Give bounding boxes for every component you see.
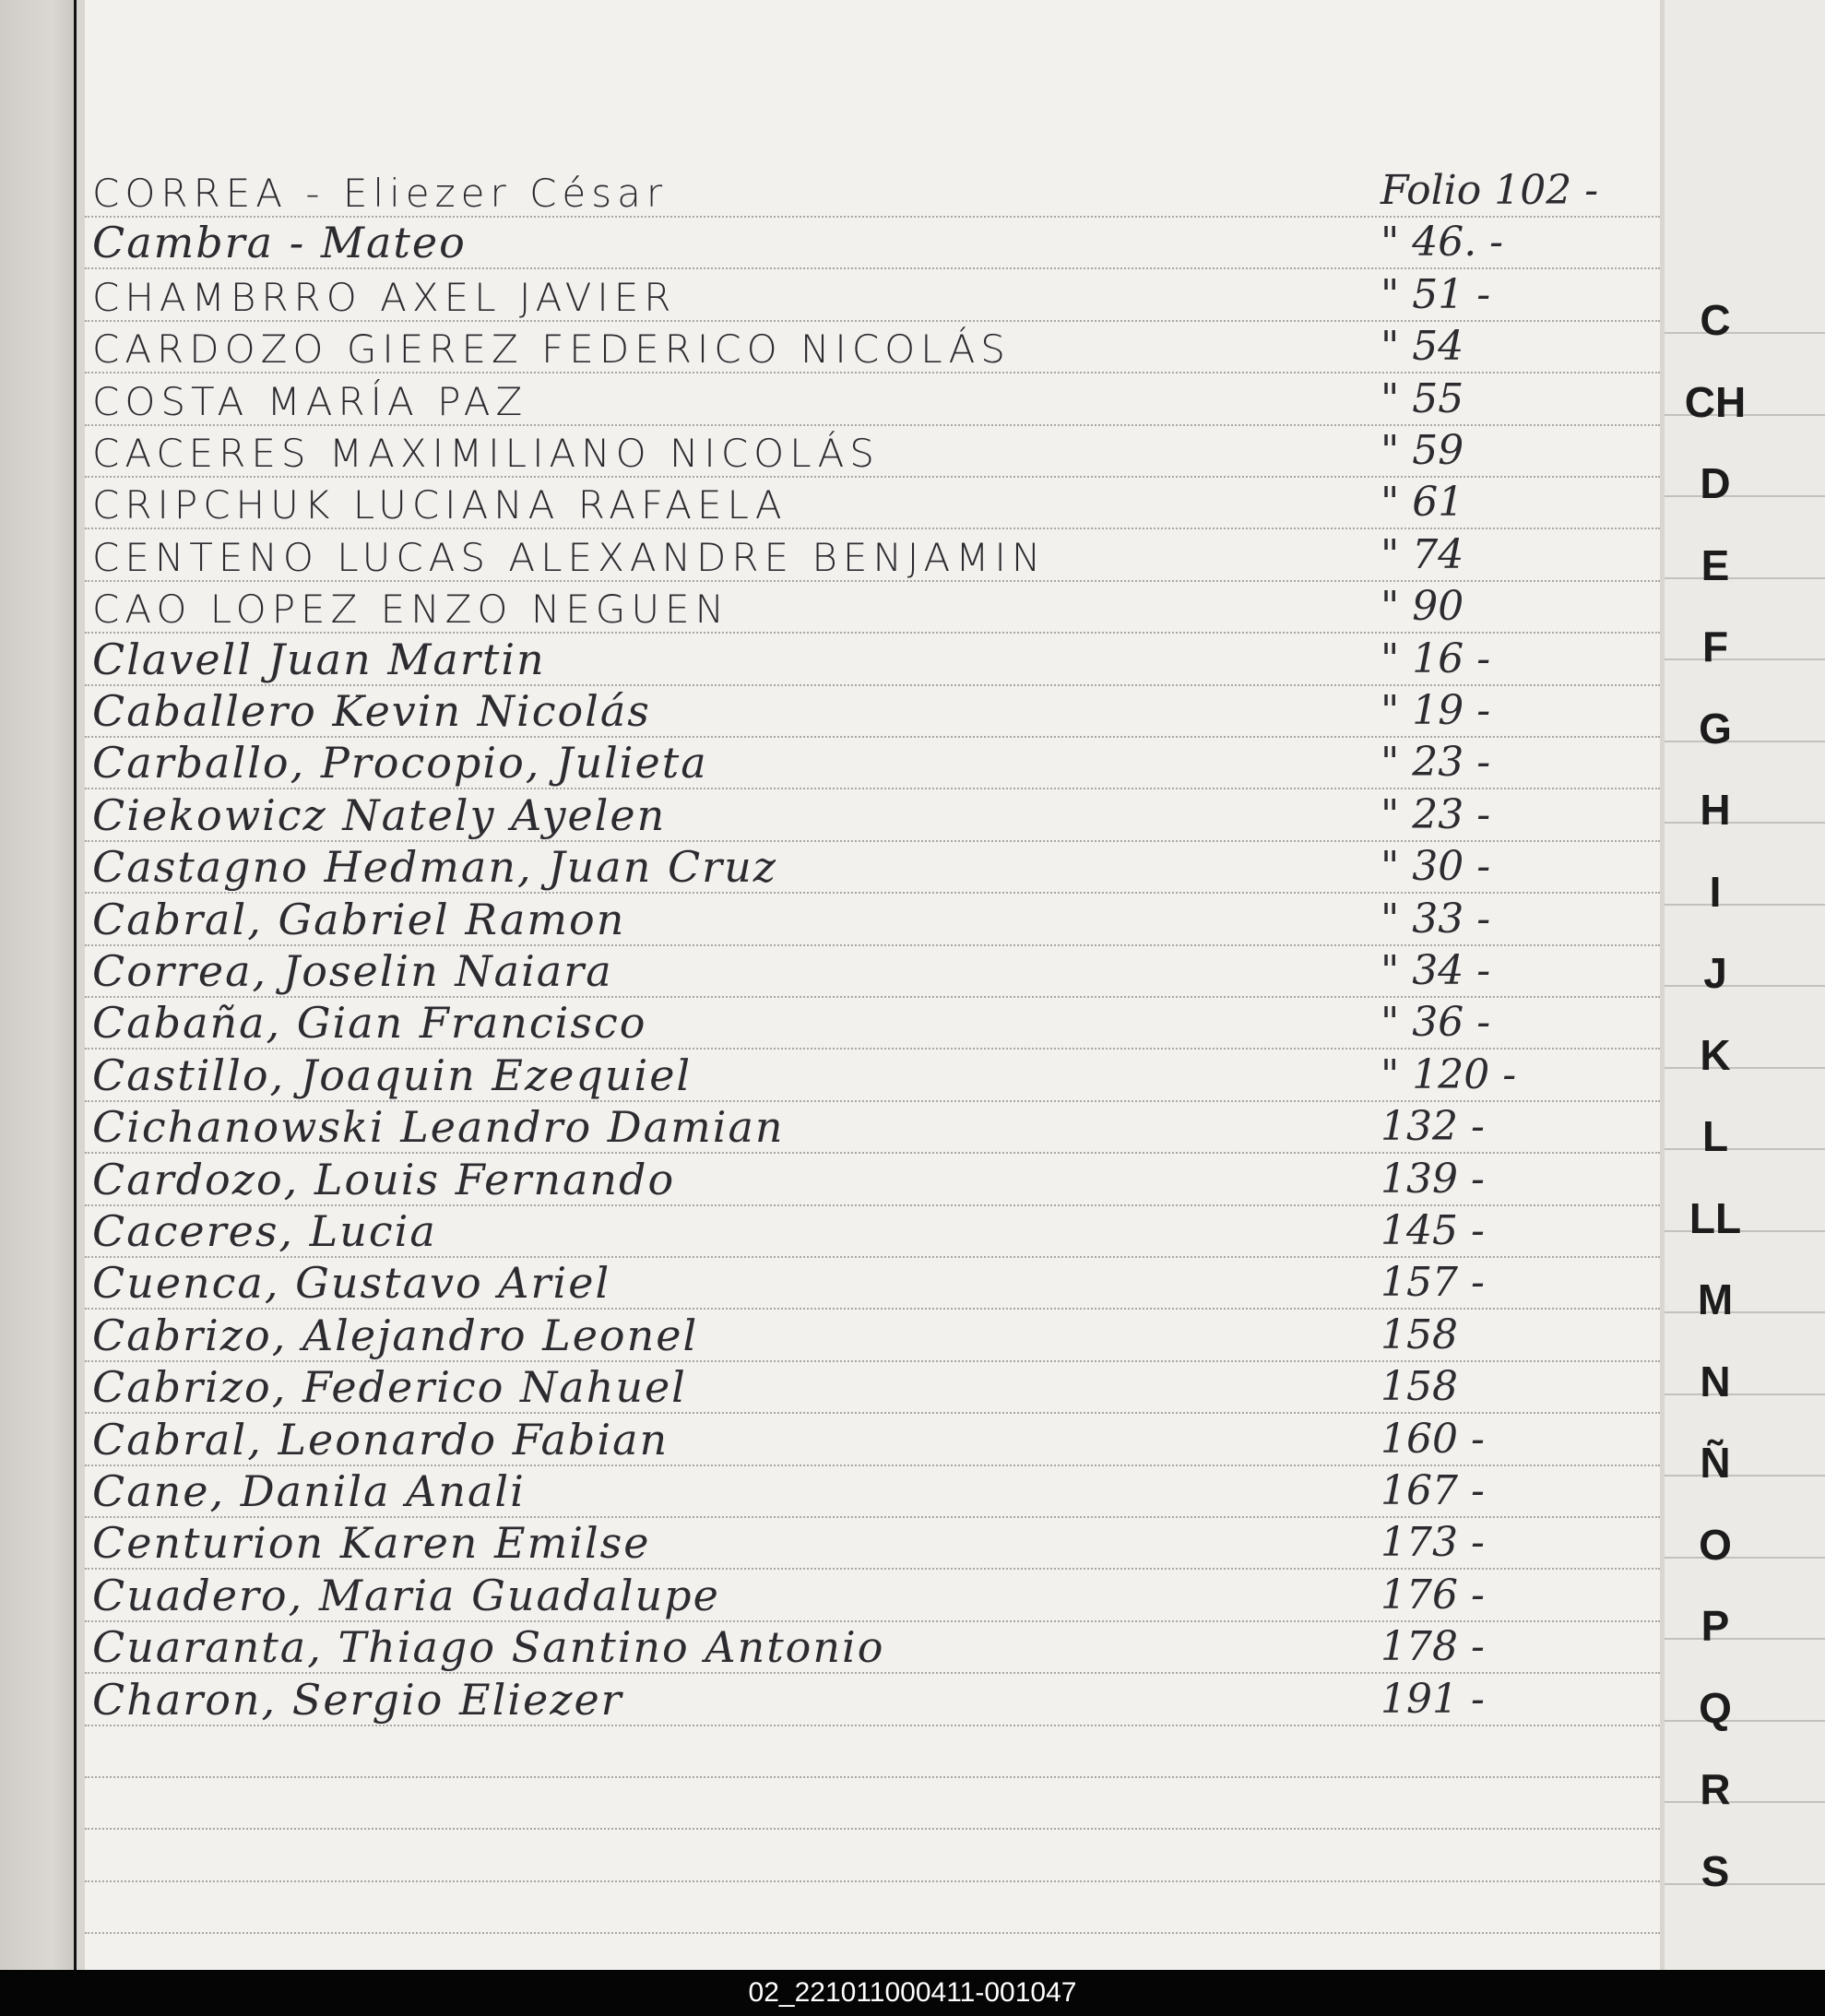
entry-name: Cabral, Leonardo Fabian bbox=[92, 1415, 670, 1465]
index-tab-r[interactable]: R bbox=[1700, 1765, 1731, 1813]
entry-name: Clavell Juan Martin bbox=[92, 634, 546, 684]
entry-folio: 145 - bbox=[1381, 1207, 1485, 1254]
entry-name: Caceres, Lucia bbox=[92, 1206, 437, 1256]
entry-name: Ciekowicz Nately Ayelen bbox=[92, 790, 667, 840]
entry-name: Cane, Danila Anali bbox=[92, 1466, 526, 1516]
entry-name: CHAMBRRO AXEL JAVIER bbox=[92, 275, 677, 320]
entry-folio: " 90 bbox=[1381, 583, 1464, 630]
entry-folio: 158 bbox=[1381, 1363, 1458, 1410]
entry-folio: " 46. - bbox=[1381, 219, 1504, 266]
entry-name: Cichanowski Leandro Damian bbox=[92, 1102, 785, 1152]
entry-row bbox=[85, 373, 1660, 426]
entry-row bbox=[85, 633, 1660, 686]
ruled-line bbox=[85, 1932, 1660, 1934]
index-tab-s[interactable]: S bbox=[1701, 1847, 1730, 1895]
entry-folio: 158 bbox=[1381, 1311, 1458, 1358]
entry-folio: Folio 102 - bbox=[1381, 167, 1599, 214]
entry-folio: " 120 - bbox=[1381, 1051, 1517, 1098]
entry-row bbox=[85, 424, 1660, 478]
entry-name: Cabrizo, Federico Nahuel bbox=[92, 1362, 687, 1412]
entry-name: CARDOZO GIEREZ FEDERICO NICOLÁS bbox=[92, 326, 1011, 372]
index-tab-ch[interactable]: CH bbox=[1684, 378, 1747, 426]
entry-folio: 176 - bbox=[1381, 1571, 1485, 1619]
footer-caption: 02_221011000411-001047 bbox=[748, 1977, 1077, 2008]
entry-folio: " 30 - bbox=[1381, 843, 1491, 890]
index-tab-d[interactable]: D bbox=[1700, 459, 1731, 507]
index-tab-n[interactable]: N bbox=[1700, 1358, 1731, 1405]
entry-row bbox=[85, 580, 1660, 634]
entry-name: Cabrizo, Alejandro Leonel bbox=[92, 1310, 699, 1360]
entry-name: CAO LOPEZ ENZO NEGUEN bbox=[92, 587, 730, 632]
entry-name: Castagno Hedman, Juan Cruz bbox=[92, 842, 778, 892]
ruled-sheet bbox=[85, 0, 1660, 1970]
entry-row bbox=[85, 840, 1660, 894]
entry-row bbox=[85, 164, 1660, 218]
entry-row bbox=[85, 528, 1660, 582]
index-tab-k[interactable]: K bbox=[1700, 1031, 1731, 1079]
entry-row bbox=[85, 944, 1660, 998]
entry-row bbox=[85, 996, 1660, 1050]
entry-row bbox=[85, 320, 1660, 374]
index-tab-ll[interactable]: LL bbox=[1689, 1194, 1742, 1242]
entry-row bbox=[85, 1569, 1660, 1622]
entry-folio: 178 - bbox=[1381, 1623, 1485, 1670]
entry-folio: " 59 bbox=[1381, 427, 1464, 474]
entry-folio: " 54 bbox=[1381, 323, 1464, 370]
index-tab-g[interactable]: G bbox=[1699, 705, 1732, 753]
entry-folio: " 34 - bbox=[1381, 947, 1491, 994]
entry-row bbox=[85, 1620, 1660, 1674]
entry-folio: " 33 - bbox=[1381, 895, 1491, 943]
entry-row bbox=[85, 1413, 1660, 1466]
entry-folio: " 36 - bbox=[1381, 999, 1491, 1046]
entry-row bbox=[85, 736, 1660, 789]
entry-name: Cuadero, Maria Guadalupe bbox=[92, 1571, 720, 1620]
entry-folio: " 23 - bbox=[1381, 739, 1491, 786]
entry-folio: " 16 - bbox=[1381, 635, 1491, 682]
entry-folio: " 55 bbox=[1381, 375, 1464, 422]
entry-name: Correa, Joselin Naiara bbox=[92, 946, 613, 996]
entry-row bbox=[85, 1465, 1660, 1518]
entry-name: CENTENO LUCAS ALEXANDRE BENJAMIN bbox=[92, 535, 1047, 580]
entry-row bbox=[85, 1673, 1660, 1726]
entry-name: Carballo, Procopio, Julieta bbox=[92, 738, 708, 788]
index-tab-q[interactable]: Q bbox=[1699, 1684, 1732, 1732]
ruled-line bbox=[85, 1828, 1660, 1830]
entry-folio: 191 - bbox=[1381, 1676, 1485, 1723]
index-tab-l[interactable]: L bbox=[1701, 1112, 1729, 1160]
entry-name: Cambra - Mateo bbox=[92, 218, 467, 267]
entry-folio: 160 - bbox=[1381, 1416, 1485, 1463]
index-tab-e[interactable]: E bbox=[1701, 541, 1730, 589]
entry-row bbox=[85, 216, 1660, 269]
entry-folio: 132 - bbox=[1381, 1103, 1485, 1150]
index-tab-i[interactable]: I bbox=[1709, 868, 1722, 916]
margin-rule bbox=[74, 0, 77, 1970]
entry-row bbox=[85, 1309, 1660, 1362]
entry-name: Cardozo, Louis Fernando bbox=[92, 1155, 676, 1204]
entry-row bbox=[85, 684, 1660, 738]
entry-row bbox=[85, 1360, 1660, 1414]
footer-bar bbox=[0, 1970, 1825, 2016]
entry-row bbox=[85, 1100, 1660, 1154]
entry-name: Charon, Sergio Eliezer bbox=[92, 1675, 623, 1725]
index-tab-c[interactable]: C bbox=[1700, 296, 1731, 344]
entry-name: CORREA - Eliezer César bbox=[92, 171, 669, 216]
entry-row bbox=[85, 1256, 1660, 1310]
entry-folio: 173 - bbox=[1381, 1519, 1485, 1566]
index-tab-p[interactable]: P bbox=[1701, 1602, 1730, 1650]
entry-folio: 139 - bbox=[1381, 1156, 1485, 1203]
entry-folio: 157 - bbox=[1381, 1259, 1485, 1306]
entry-row bbox=[85, 1204, 1660, 1258]
entry-folio: 167 - bbox=[1381, 1467, 1485, 1514]
entry-folio: " 23 - bbox=[1381, 791, 1491, 838]
entry-name: Cuenca, Gustavo Ariel bbox=[92, 1258, 611, 1308]
entry-folio: " 19 - bbox=[1381, 687, 1491, 734]
entry-row bbox=[85, 1516, 1660, 1570]
entry-name: Cuaranta, Thiago Santino Antonio bbox=[92, 1622, 885, 1672]
alphabet-index bbox=[1665, 0, 1825, 1970]
index-tab-f[interactable]: F bbox=[1701, 623, 1729, 670]
index-tab-ñ[interactable]: Ñ bbox=[1700, 1439, 1731, 1487]
index-tab-j[interactable]: J bbox=[1703, 949, 1727, 997]
index-tab-o[interactable]: O bbox=[1699, 1521, 1732, 1569]
entry-folio: " 61 bbox=[1381, 479, 1464, 526]
entry-name: CACERES MAXIMILIANO NICOLÁS bbox=[92, 431, 880, 476]
ruled-line bbox=[85, 1880, 1660, 1882]
index-tab-h[interactable]: H bbox=[1700, 786, 1731, 834]
entry-row bbox=[85, 476, 1660, 529]
entry-row bbox=[85, 789, 1660, 842]
entry-row bbox=[85, 1153, 1660, 1206]
entry-name: Cabral, Gabriel Ramon bbox=[92, 895, 626, 944]
entry-name: Centurion Karen Emilse bbox=[92, 1518, 651, 1568]
index-tab-m[interactable]: M bbox=[1697, 1275, 1734, 1323]
entry-folio: " 74 bbox=[1381, 531, 1464, 578]
entry-row bbox=[85, 893, 1660, 946]
entry-row bbox=[85, 268, 1660, 322]
entry-name: Cabaña, Gian Francisco bbox=[92, 998, 647, 1048]
entry-name: COSTA MARÍA PAZ bbox=[92, 379, 528, 424]
entry-row bbox=[85, 1049, 1660, 1102]
entry-name: Caballero Kevin Nicolás bbox=[92, 686, 651, 736]
binding-strip bbox=[0, 0, 74, 1970]
entry-name: Castillo, Joaquin Ezequiel bbox=[92, 1050, 693, 1100]
entry-folio: " 51 - bbox=[1381, 271, 1491, 318]
ruled-line bbox=[85, 1776, 1660, 1778]
entry-name: CRIPCHUK LUCIANA RAFAELA bbox=[92, 482, 788, 528]
